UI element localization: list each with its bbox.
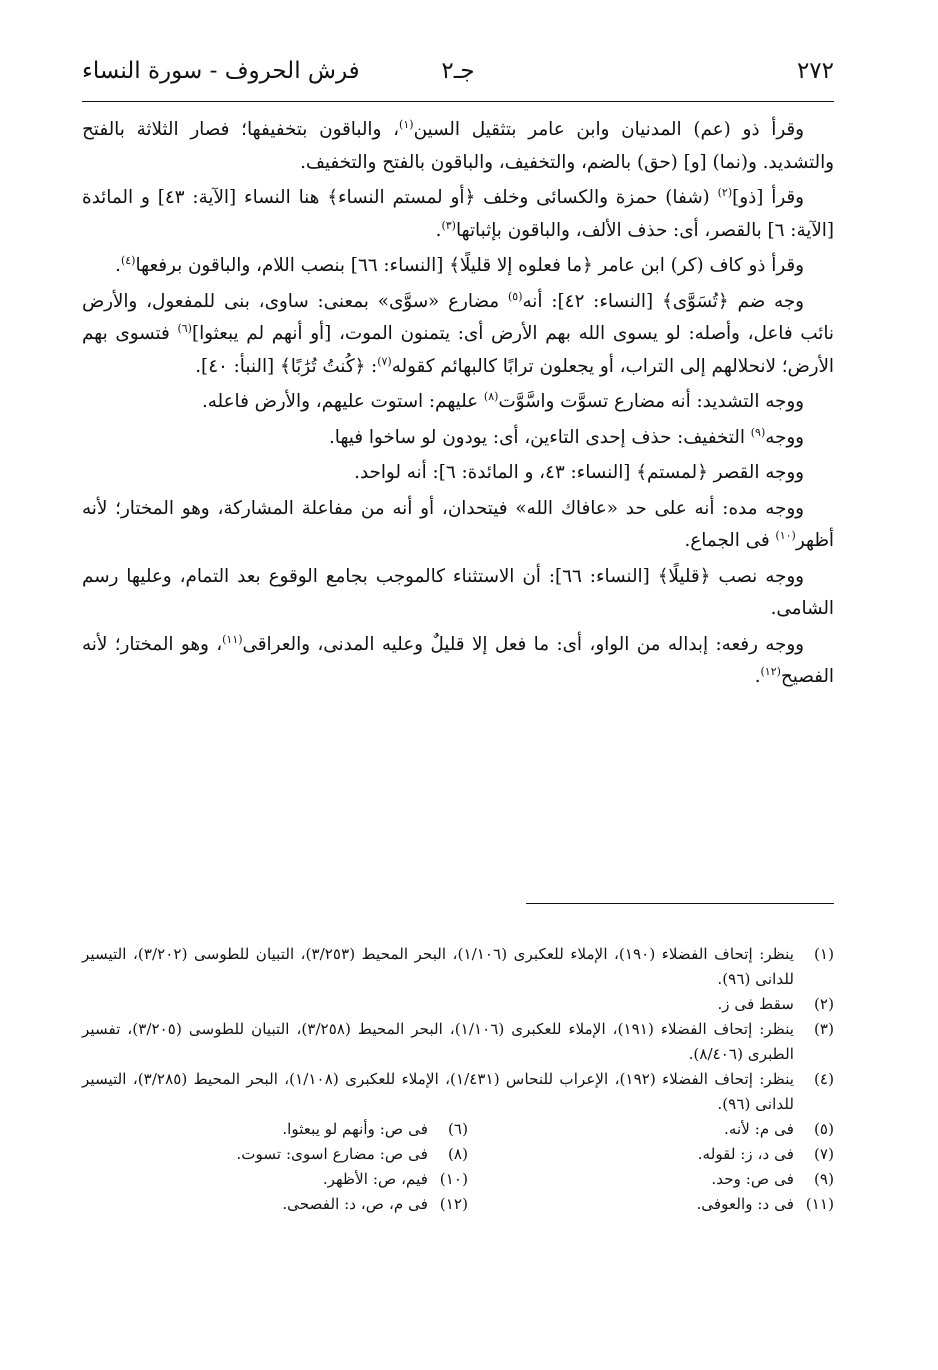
text-run: وقرأ [ذو] [732, 187, 804, 208]
footnote-number: (٩) [813, 1170, 834, 1188]
footnote [102, 1142, 468, 1167]
text-run: (شفا) حمزة والكسائى وخلف ﴿أو لمستم النساء﴾ هنا النساء [الآية: ٤٣] و المائدة [الآية: ٦] بالقصر، أى: حذف الألف، والباقون بإثباتها [82, 187, 834, 241]
footnote [468, 1117, 834, 1142]
footnote-number: (١٢) [439, 1195, 468, 1213]
footnote-ref: (١) [399, 117, 414, 131]
footnote-row [82, 1117, 834, 1142]
footnote-ref: (١١) [222, 632, 243, 646]
footnote [468, 1167, 834, 1192]
text-run: . [115, 255, 121, 276]
paragraph [82, 114, 834, 179]
footnotes [82, 942, 834, 1217]
footnote-text: سقط فى ز. [717, 995, 794, 1013]
main-text [82, 114, 834, 694]
text-run: فتسوى بهم الأرض؛ لانحلالهم إلى التراب، أو يجعلون ترابًا كالبهائم كقوله [82, 323, 834, 377]
text-run: ووجه رفعه: إبداله من الواو، أى: ما فعل إلا قليلٌ وعليه المدنى، والعراقى [242, 633, 805, 655]
paragraph [82, 493, 834, 558]
paragraph [82, 422, 834, 455]
footnote-ref: (١٠) [775, 528, 796, 542]
footnote-text: فى ص: وأنهم لو يبعثوا. [282, 1120, 428, 1138]
text-run: مضارع «سوَّى» بمعنى: ساوى، بنى للمفعول، والأرض نائب فاعل، وأصله: لو يسوى الله بهم الأرض أى: يتمنون الموت، [أو أنهم لم يبعثوا] [82, 290, 834, 344]
paragraph [82, 561, 834, 626]
text-run: عليهم: استوت عليهم، والأرض فاعله. [201, 391, 484, 412]
footnote-text: فى د: والعوفى. [696, 1195, 794, 1213]
footnote-text: فى ص: وحد. [711, 1170, 794, 1188]
footnote-text: فى م، ص، د: الفصحى. [282, 1195, 428, 1213]
text-run: التخفيف: حذف إحدى التاءين، أى: يودون لو ساخوا فيها. [328, 426, 751, 448]
footnote-ref: (٢) [717, 185, 733, 199]
text-run: فى الجماع. [684, 530, 776, 551]
footnote [82, 992, 834, 1017]
footnote-number: (٣) [813, 1020, 834, 1038]
footnote [468, 1192, 834, 1217]
footnote-text: ينظر: إتحاف الفضلاء (١٩٢)، الإعراب للنحاس (١/٤٣١)، الإملاء للعكبرى (١/١٠٨)، البحر المحيط (٣/٢٨٥)، التيسير للدانى (٩٦). [82, 1070, 794, 1113]
text-run: : ﴿كُنتُ تُرَٰبًا﴾ [النبأ: ٤٠]. [195, 355, 378, 377]
footnote [102, 1192, 468, 1217]
volume-label: جـ٢ [441, 58, 475, 84]
footnote [82, 1067, 834, 1117]
paragraph [82, 386, 834, 419]
footnote-ref: (٧) [377, 354, 392, 368]
footnote [82, 1017, 834, 1067]
footnote-ref: (٣) [441, 218, 456, 232]
text-run: وقرأ ذو كاف (كر) ابن عامر ﴿ما فعلوه إلا قليلًا﴾ [النساء: ٦٦] بنصب اللام، والباقون برفعها [135, 255, 804, 276]
running-title: فرش الحروف - سورة النساء [82, 58, 360, 84]
text-run: ووجه مده: أنه على حد «عافاك الله» فيتحدان، أو أنه من مفاعلة المشاركة، وهو المختار؛ لأنه أظهر [82, 497, 834, 551]
footnote-number: (٤) [813, 1070, 834, 1088]
footnote [82, 942, 834, 992]
footnote-ref: (٥) [507, 289, 523, 303]
footnote-ref: (٦) [177, 321, 192, 335]
text-run: ، وهو المختار؛ لأنه الفصيح [82, 633, 834, 687]
footnote-text: فى م: لأنه. [724, 1120, 794, 1138]
paragraph [82, 629, 834, 694]
footnote-separator [526, 903, 834, 904]
footnote-text: فى د، ز: لقوله. [697, 1145, 794, 1163]
text-run: ، والباقون بتخفيفها؛ فصار الثلاثة بالفتح والتشديد. و(نما) [و] (حق) بالضم، والتخفيف، والباقون بالفتح والتخفيف. [82, 119, 834, 173]
paragraph [82, 250, 834, 283]
paragraph [82, 457, 834, 490]
footnote-number: (٢) [813, 995, 834, 1013]
footnote-number: (٨) [447, 1145, 468, 1163]
page-header [82, 52, 834, 102]
footnote-number: (١) [813, 945, 834, 963]
text-run: . [754, 666, 761, 687]
page-number: ٢٧٢ [796, 58, 834, 84]
footnote-ref: (١٢) [760, 664, 781, 678]
footnote-text: فى ص: مضارع اسوى: تسوت. [236, 1145, 428, 1163]
header-rule [82, 101, 834, 102]
text-run: . [435, 219, 442, 241]
footnote-text: فيم، ص: الأظهر. [322, 1170, 428, 1188]
text-run: وقرأ ذو (عم) المدنيان وابن عامر بتثقيل السين [413, 119, 804, 140]
text-run: ووجه [765, 426, 804, 448]
footnote-row [82, 1167, 834, 1192]
footnote-text: ينظر: إتحاف الفضلاء (١٩١)، الإملاء للعكبرى (١/١٠٦)، البحر المحيط (٣/٢٥٨)، التبيان للطوسى (٣/٢٠٥)، تفسير الطبرى (٨/٤٠٦). [82, 1020, 795, 1063]
text-run: وجه ضم ﴿تُسَوَّى﴾ [النساء: ٤٢]: أنه [522, 290, 804, 312]
footnote [102, 1167, 468, 1192]
footnote-ref: (٩) [750, 425, 766, 439]
footnote-number: (٥) [813, 1120, 834, 1138]
footnote-ref: (٤) [120, 253, 136, 267]
paragraph [82, 286, 834, 384]
footnote-number: (٦) [447, 1120, 468, 1138]
text-run: ووجه نصب ﴿قليلًا﴾ [النساء: ٦٦]: أن الاستثناء كالموجب بجامع الوقوع بعد التمام، وعليها رسم الشامى. [82, 565, 834, 619]
paragraph [82, 182, 834, 247]
footnote [468, 1142, 834, 1167]
footnote-row [82, 1142, 834, 1167]
text-run: ووجه القصر ﴿لمستم﴾ [النساء: ٤٣، و المائدة: ٦]: أنه لواحد. [354, 462, 804, 483]
footnote [102, 1117, 468, 1142]
footnote-row [82, 1192, 834, 1217]
footnote-number: (١٠) [439, 1170, 468, 1188]
footnote-ref: (٨) [483, 389, 499, 403]
footnote-text: ينظر: إتحاف الفضلاء (١٩٠)، الإملاء للعكبرى (١/١٠٦)، البحر المحيط (٣/٢٥٣)، التبيان للطوسى (٣/٢٠٢)، التيسير للدانى (٩٦). [82, 945, 794, 988]
footnote-number: (١١) [805, 1195, 834, 1213]
footnote-number: (٧) [813, 1145, 834, 1163]
text-run: ووجه التشديد: أنه مضارع تسوَّت واسَّوَّت [498, 391, 804, 412]
